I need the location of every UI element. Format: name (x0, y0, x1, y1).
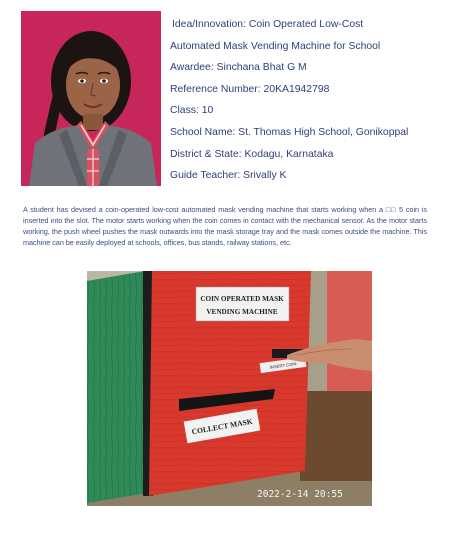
guide-teacher: Guide Teacher: Srivally K (170, 170, 287, 182)
machine-photo (87, 271, 372, 506)
profile-info (170, 14, 440, 187)
label-insert-coin: INSERT COIN (269, 361, 297, 370)
student-portrait (21, 11, 161, 186)
label-top-2: VENDING MACHINE (206, 308, 278, 316)
label-top: COIN OPERATED MASK (200, 295, 284, 303)
class: Class: 10 (170, 105, 214, 117)
project-description: A student has devised a coin-operated low-cost automated mask vending machine that starts working when a □□ 5 coin is inserted into the slot. The motor starts working when the coin comes in contact with the mechanical sensor. As the motor starts working, the push wheel pushes the mask outwards into the mask storage tray and the mask comes outside the machine. This machine can be easily deployed at schools, offices, bus stands, railway stations, etc. (23, 205, 427, 247)
reference-number: Reference Number: 20KA1942798 (170, 83, 330, 95)
idea-title: Idea/Innovation: Coin Operated Low-Cost (172, 19, 364, 30)
school-name: School Name: St. Thomas High School, Gonikoppal (170, 126, 409, 138)
photo-timestamp: 2022-2-14 20:55 (257, 489, 343, 500)
idea-title-continued: Automated Mask Vending Machine for School (170, 40, 381, 52)
district-state: District & State: Kodagu, Karnataka (170, 148, 334, 160)
awardee: Awardee: Sinchana Bhat G M (170, 62, 307, 74)
label-collect-mask: COLLECT MASK (190, 416, 254, 437)
